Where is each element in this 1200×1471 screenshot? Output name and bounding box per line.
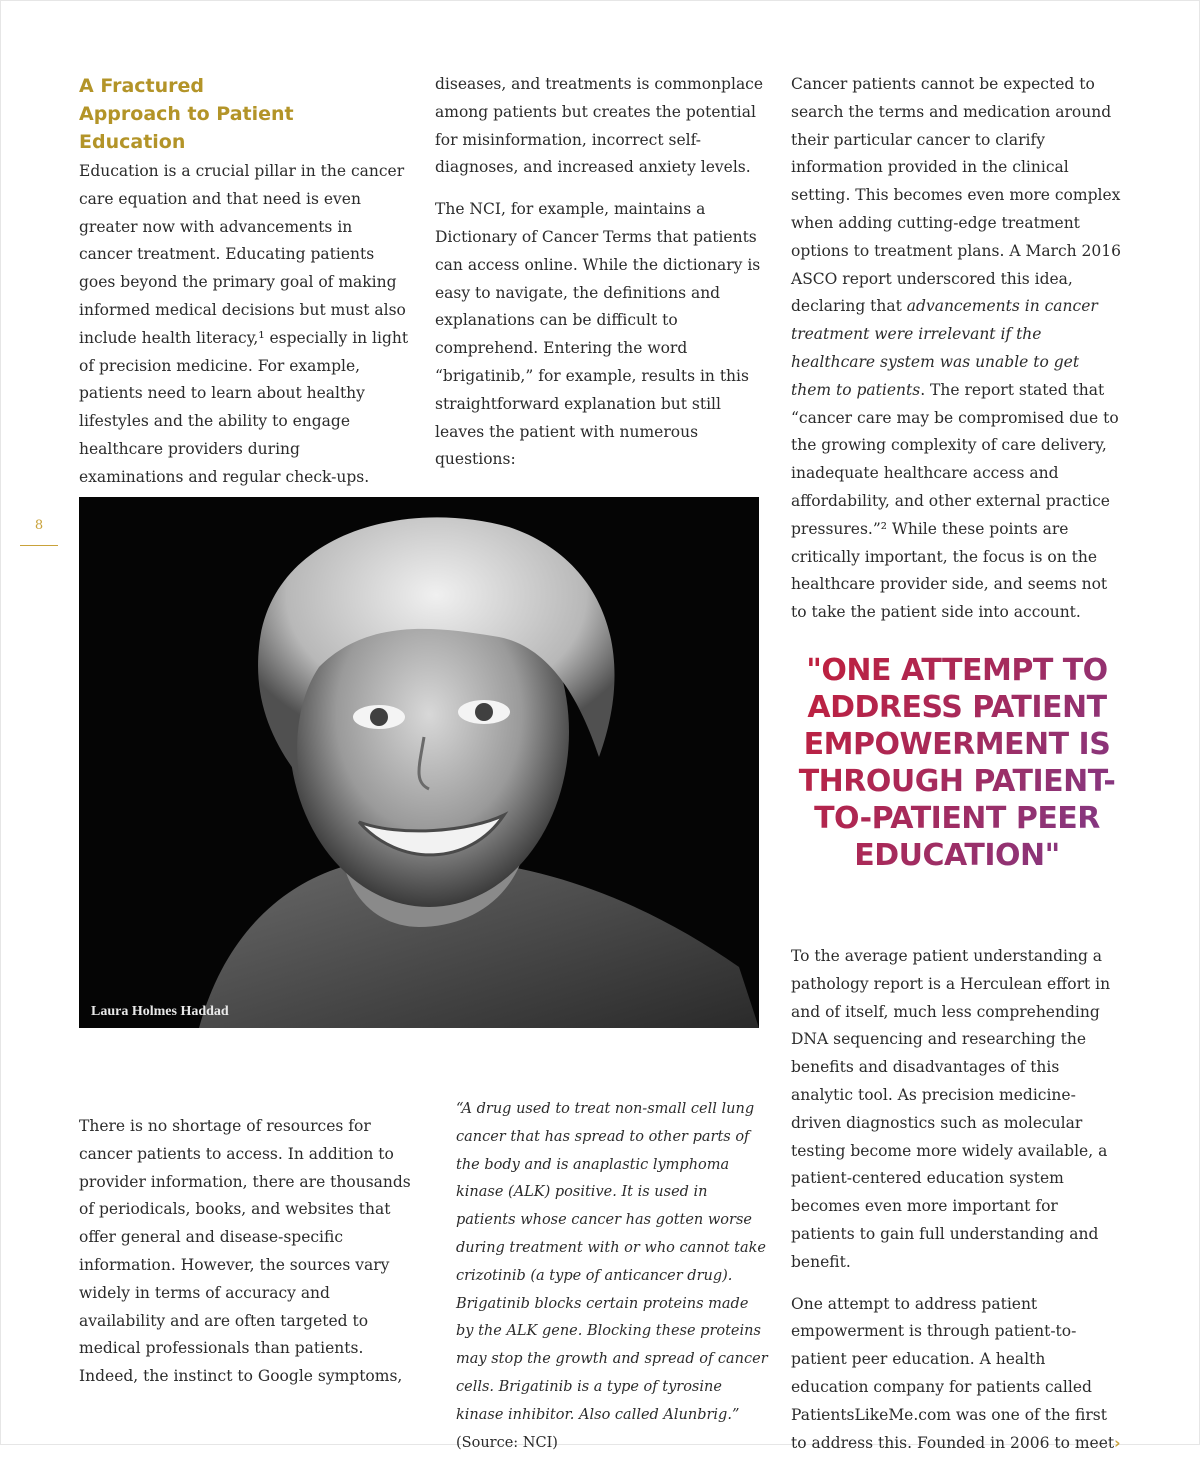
column-1-top: [79, 72, 409, 506]
paragraph: Education is a crucial pillar in the cancer care equation and that need is even greater now with advancements in cancer treatment. Educating patients goes beyond the primary goal of making informed medical decisions but must also include health literacy,¹ especially in light of precision medicine. For example, patients need to learn about healthy lifestyles and the ability to engage healthcare providers during examinations and regular check-ups.: [79, 162, 409, 486]
text-span: One attempt to address patient empowerment is through patient-to-patient peer education. A health education company for patients called PatientsLikeMe.com was one of the first to address this. Founded in 2006 to meet: [791, 1294, 1115, 1452]
dictionary-quote: [456, 1096, 768, 1457]
paragraph: [791, 1291, 1123, 1458]
quote-source: (Source: NCI): [456, 1434, 558, 1451]
paragraph: The NCI, for example, maintains a Dictionary of Cancer Terms that patients can access online. While the dictionary is easy to navigate, the definitions and explanations can be difficult to comprehend. Entering the word “brigatinib,” for example, results in this straightforward explanation but still leaves the patient with numerous questions:: [435, 200, 761, 469]
page-number-rule: [20, 545, 58, 546]
photo-caption: Laura Holmes Haddad: [91, 1004, 229, 1019]
column-1-bottom: [79, 1113, 414, 1405]
section-heading: A Fractured Approach to Patient Education: [79, 75, 294, 153]
column-2-bottom: [456, 1096, 768, 1471]
portrait-illustration: [79, 497, 759, 1028]
page-number: 8: [34, 518, 44, 533]
paragraph: [791, 71, 1123, 627]
text-span: . The report stated that “cancer care may be compromised due to the growing complexity of care delivery, inadequate healthcare access and affordability, and other external practice pressures.”² While these points are critically important, the focus is on the healthcare provider side, and seems not to take the patient side into account.: [791, 380, 1119, 622]
quote-text: “A drug used to treat non-small cell lung cancer that has spread to other parts of the body and is anaplastic lymphoma kinase (ALK) positive. It is used in patients whose cancer has gotten worse during treatment with or who cannot take crizotinib (a type of anticancer drug). Brigatinib blocks certain proteins made by the ALK gene. Blocking these proteins may stop the growth and spread of cancer cells. Brigatinib is a type of tyrosine kinase inhibitor. Also called Alunbrig.”: [456, 1101, 768, 1423]
paragraph: diseases, and treatments is commonplace among patients but creates the potential for misinformation, incorrect self-diagnoses, and increased anxiety levels.: [435, 75, 764, 177]
paragraph: There is no shortage of resources for cancer patients to access. In addition to provider information, there are thousands of periodicals, books, and websites that offer general and disease-specific information. However, the sources vary widely in terms of accuracy and availability and are often targeted to medical professionals than patients. Indeed, the instinct to Google symptoms,: [79, 1117, 411, 1386]
portrait-photo: [79, 497, 759, 1028]
column-2-top: [435, 71, 765, 488]
italic-emphasis: advancements in cancer treatment were irrelevant if the healthcare system was unable to get them to patients: [791, 297, 1098, 399]
column-3-bottom: [791, 943, 1123, 1471]
continue-arrow-icon[interactable]: ›: [1114, 1433, 1121, 1452]
text-span: Cancer patients cannot be expected to search the terms and medication around their particular cancer to clarify information provided in the clinical setting. This becomes even more complex when adding cutting-edge treatment options to treatment plans. A March 2016 ASCO report underscored this idea, declaring that: [791, 75, 1122, 316]
paragraph: To the average patient understanding a pathology report is a Herculean effort in and of itself, much less comprehending DNA sequencing and researching the benefits and disadvantages of this analytic tool. As precision medicine-driven diagnostics such as molecular testing become more widely available, a patient-centered education system becomes even more important for patients to gain full understanding and benefit.: [791, 947, 1111, 1271]
pull-quote: "ONE ATTEMPT TO ADDRESS PATIENT EMPOWERMENT IS THROUGH PATIENT-TO-PATIENT PEER EDUCATION": [792, 652, 1122, 874]
column-3-top: [791, 71, 1123, 641]
